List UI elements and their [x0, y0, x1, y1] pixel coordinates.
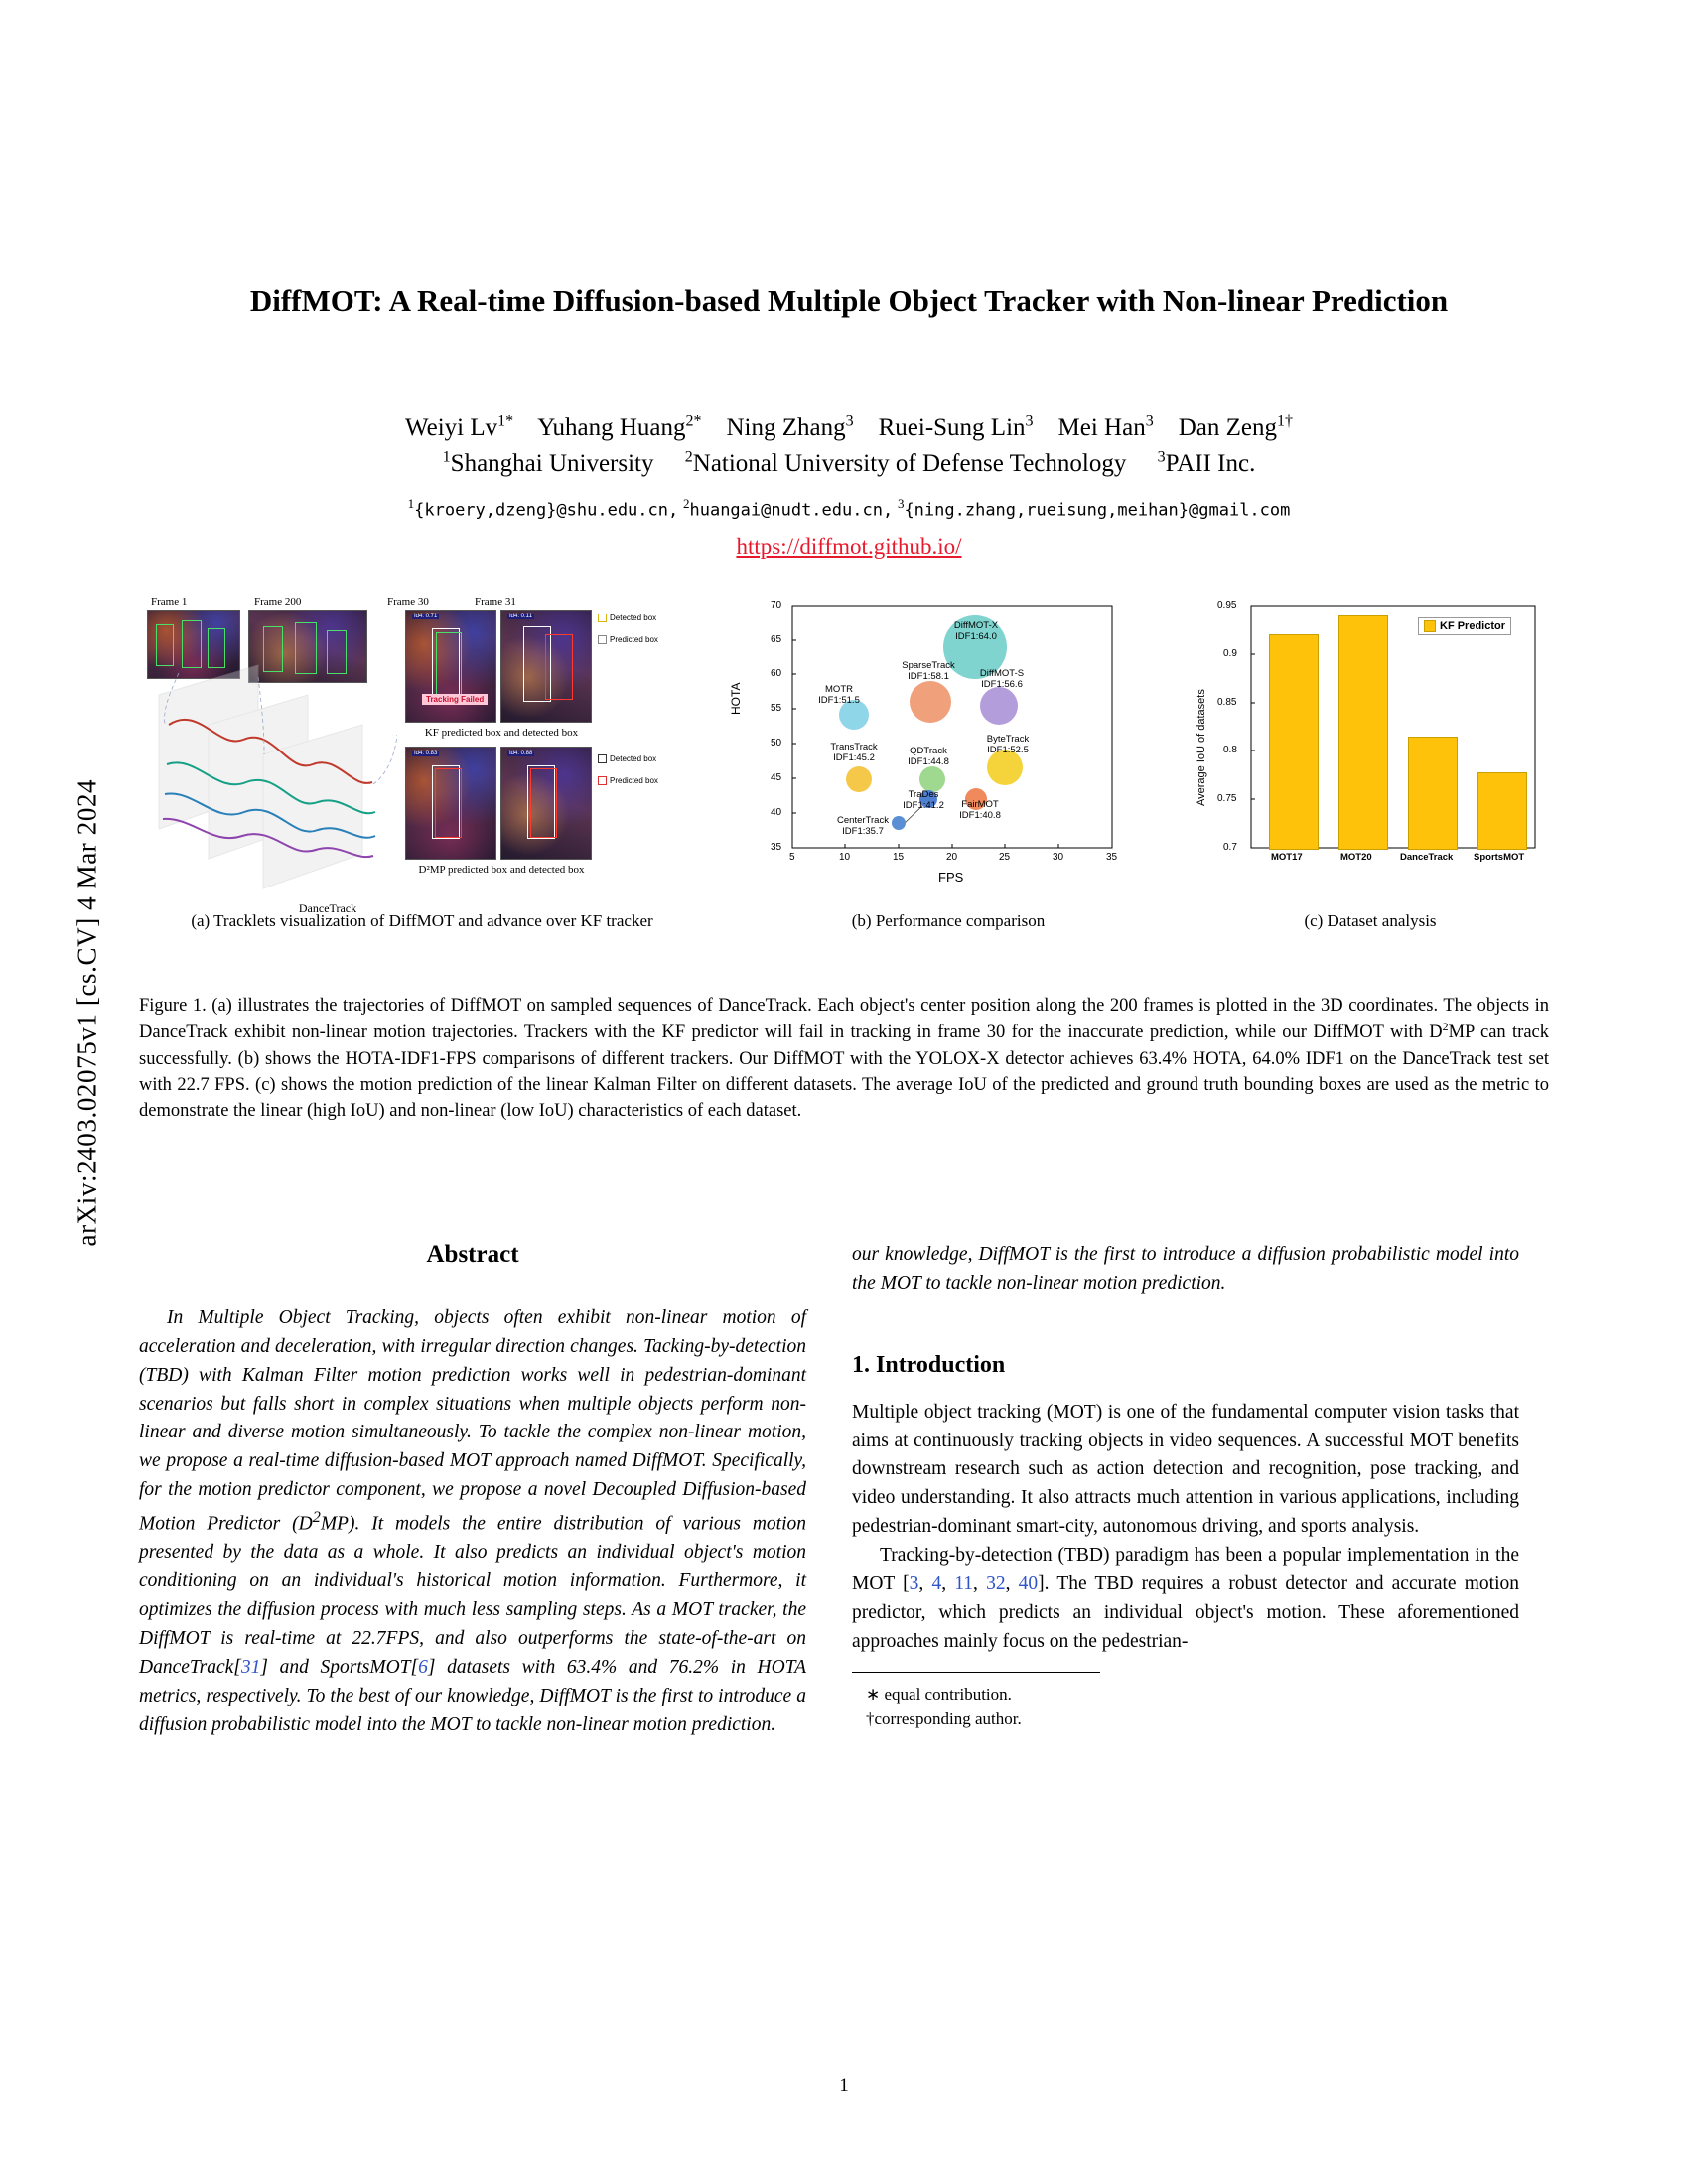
intro-p2-pre: Tracking-by-detection (TBD) paradigm has been a popular implementation in the MOT [ — [852, 1545, 1519, 1594]
b-ytick-40: 40 — [771, 807, 782, 818]
email-1: huangai@nudt.edu.cn, — [689, 500, 894, 521]
c-xtick-mot20: MOT20 — [1340, 852, 1372, 863]
legend-detected-box-top: Detected box — [598, 614, 656, 622]
c-ytick-095: 0.95 — [1217, 600, 1237, 611]
frame-31-d2mp-image — [500, 747, 592, 860]
kf-legend-swatch-icon — [1424, 620, 1436, 632]
intro-paragraph-1: Multiple object tracking (MOT) is one of the fundamental computer vision tasks that aims at continuously tracking objects in video sequences. A successful MOT benefits downstream research such as action detection and recognition, pose tracking, and video understanding. It also attracts much attention in various applications, including pedestrian-dominant smart-city, autonomous driving, and sports analysis. — [852, 1401, 1519, 1538]
abstract-paragraph: In Multiple Object Tracking, objects often exhibit non-linear motion of acceleration and deceleration, with irregular direction changes. Tacking-by-detection (TBD) with Kalman Filter motion prediction works well in pedestrian-dominant scenarios but falls short in complex situations when multiple objects perform non-linear and diverse motion simultaneously. To tackle the complex non-linear motion, we propose a real-time diffusion-based MOT approach named DiffMOT. Specifically, for the motion predictor component, we propose a novel Decoupled Diffusion-based Motion Predictor $(D^2MP)$. It models the entire distribution of various motion presented by the data as a whole. It also predicts an individual object's motion conditioning on an individual's historical motion information. Furthermore, it optimizes the diffusion process with much less sampling steps. As a MOT tracker, the DiffMOT is real-time at 22.7FPS, and also outperforms the state-of-the-art on DanceTrack[31] and SportsMOT[6] datasets with 63.4% and 76.2% in HOTA metrics, respectively. To the best of our knowledge, DiffMOT is the first to introduce a diffusion probabilistic model into the MOT to tackle non-linear motion prediction. — [139, 1307, 806, 1735]
c-xtick-mot17: MOT17 — [1271, 852, 1303, 863]
affiliation-0: $^1$Shanghai University — [442, 449, 654, 478]
figure-caption-text: (a) illustrates the trajectories of DiffMOT on sampled sequences of DanceTrack. Each object's center position along the 200 frames is plotted in the 3D coordinates. The objects in DanceTrack exhibit non-linear motion trajectories. Trackers with the KF predictor will fail in tracking in frame 30 for the inaccurate prediction, while our DiffMOT with $D^2MP$ can track successfully. (b) shows the HOTA-IDF1-FPS comparisons of different trackers. Our DiffMOT with the YOLOX-X detector achieves 63.4% HOTA, 64.0% IDF1 on the DanceTrack test set with 22.7 FPS. (c) shows the motion prediction of the linear Kalman Filter on different datasets. The average IoU of the predicted and ground truth bounding boxes are used as the metric to demonstrate the linear (high IoU) and non-linear (low IoU) characteristics of each dataset. — [139, 996, 1549, 1122]
detected-box-swatch-icon-2 — [598, 754, 607, 763]
figure-caption — [139, 993, 1549, 1124]
figure-1 — [139, 596, 1549, 953]
figure-panel-a — [139, 596, 705, 938]
page-number: 1 — [839, 2075, 849, 2096]
b-xtick-20: 20 — [946, 852, 958, 863]
frame-31-kf-image — [500, 610, 592, 723]
author-list — [159, 409, 1539, 447]
intro-p2-post: ]. The TBD requires a robust detector and accurate motion predictor, which predicts an individual object's motion. These aforementioned approaches mainly focus on the pedestrian- — [852, 1572, 1519, 1652]
tracking-failed-tag: Tracking Failed — [422, 694, 488, 705]
author-5: Dan Zeng$^{1\dagger}$ — [1178, 412, 1293, 441]
page-title — [159, 280, 1539, 323]
bubble-sparsetrack — [910, 681, 951, 723]
footnote-block — [852, 1683, 1519, 1731]
frame-label-1: Frame 1 — [151, 596, 188, 608]
legend-detected-box-bottom: Detected box — [598, 754, 656, 763]
b-ytick-55: 55 — [771, 703, 782, 714]
bubble-label-motr: MOTR IDF1:51.5 — [818, 684, 860, 706]
frame-30-d2mp-image — [405, 747, 496, 860]
b-xtick-15: 15 — [893, 852, 905, 863]
column-right — [852, 1241, 1519, 1732]
d2mp-subcaption: D²MP predicted box and detected box — [418, 864, 585, 876]
b-ytick-60: 60 — [771, 668, 782, 679]
b-xtick-10: 10 — [839, 852, 851, 863]
citation-3[interactable]: 3 — [909, 1572, 919, 1594]
bubble-label-centertrack: CenterTrack IDF1:35.7 — [837, 815, 889, 837]
legend-predicted-box-bottom: Predicted box — [598, 776, 658, 785]
b-xtick-30: 30 — [1053, 852, 1064, 863]
legend-predicted-box-top: Predicted box — [598, 635, 658, 644]
bar-mot17 — [1269, 634, 1319, 850]
citation-4[interactable]: 4 — [931, 1572, 942, 1594]
author-0: Weiyi $Lv^{1*}$ — [405, 412, 514, 441]
box-tag-3: Id4: 0.88 — [509, 751, 533, 756]
bubble-label-qdtrack: QDTrack IDF1:44.8 — [908, 746, 949, 767]
author-2: Ning Zhang$^3$ — [726, 412, 854, 441]
b-xlabel: FPS — [938, 870, 964, 885]
bubble-label-trades: TraDes IDF1:41.2 — [903, 789, 944, 811]
b-xtick-35: 35 — [1106, 852, 1118, 863]
c-xtick-dancetrack: DanceTrack — [1400, 852, 1454, 863]
project-url-link[interactable]: https://diffmot.github.io/ — [736, 534, 962, 559]
c-ytick-07: 0.7 — [1223, 842, 1237, 853]
abstract-continuation: our knowledge, DiffMOT is the first to introduce a diffusion probabilistic model into the MOT to tackle non-linear motion prediction. — [852, 1244, 1519, 1294]
frame-label-200: Frame 200 — [254, 596, 302, 608]
box-tag-2: Id4: 0.83 — [414, 751, 438, 756]
c-ytick-09: 0.9 — [1223, 648, 1237, 659]
bubble-label-diffmot-x: DiffMOT-X IDF1:64.0 — [953, 620, 999, 642]
c-xtick-sportsmot: SportsMOT — [1474, 852, 1525, 863]
b-ylabel: HOTA — [729, 682, 743, 715]
kf-predictor-legend: KF Predictor — [1418, 617, 1511, 635]
introduction-heading: 1. Introduction — [852, 1351, 1006, 1378]
kf-subcaption: KF predicted box and detected box — [424, 727, 579, 739]
b-ytick-45: 45 — [771, 772, 782, 783]
bubble-transtrack — [846, 766, 872, 792]
frame-30-kf-image — [405, 610, 496, 723]
bubble-diffmot-s — [980, 687, 1018, 725]
panel-c-caption: (c) Dataset analysis — [1304, 911, 1437, 930]
frame-label-30: Frame 30 — [387, 596, 429, 608]
c-ytick-075: 0.75 — [1217, 793, 1237, 804]
title-text: DiffMOT: A Real-time Diffusion-based Multiple Object Tracker with Non-linear Prediction — [249, 283, 1449, 318]
figure-panel-c — [1192, 596, 1549, 938]
c-ylabel: Average IoU of datasets — [1196, 689, 1207, 806]
abstract-heading: Abstract — [426, 1241, 519, 1268]
b-xtick-5: 5 — [789, 852, 795, 863]
bar-sportsmot — [1477, 772, 1527, 850]
citation-11[interactable]: 11 — [954, 1572, 974, 1594]
figure-panel-b — [729, 596, 1162, 938]
affiliation-2: $^3$PAII Inc. — [1157, 449, 1256, 478]
affiliation-1: $^2$National University of Defense Technology — [684, 449, 1127, 478]
c-ytick-085: 0.85 — [1217, 697, 1237, 708]
c-ytick-08: 0.8 — [1223, 745, 1237, 755]
bubble-label-sparsetrack: SparseTrack IDF1:58.1 — [902, 660, 955, 682]
b-ytick-50: 50 — [771, 738, 782, 749]
citation-32[interactable]: 32 — [986, 1572, 1006, 1594]
bubble-label-diffmot-s: DiffMOT-S IDF1:56.6 — [979, 668, 1025, 690]
affiliation-list — [159, 449, 1539, 478]
trajectory-3d-plot — [139, 655, 397, 903]
b-xtick-25: 25 — [999, 852, 1011, 863]
footnote-equal-contribution: ∗ equal contribution. — [866, 1685, 1012, 1705]
footnote-rule — [852, 1672, 1100, 1673]
bar-dancetrack — [1408, 737, 1458, 850]
b-ytick-65: 65 — [771, 634, 782, 645]
box-tag-1: Id4: 0.11 — [509, 614, 532, 619]
bar-mot20 — [1338, 615, 1388, 850]
bubble-label-transtrack: TransTrack IDF1:45.2 — [830, 742, 878, 763]
detected-box-swatch-icon — [598, 614, 607, 622]
figure-caption-label: Figure 1. — [139, 996, 207, 1016]
footnote-corresponding-author: †corresponding author. — [866, 1709, 1022, 1729]
bubble-label-fairmot: FairMOT IDF1:40.8 — [959, 799, 1001, 821]
box-tag-0: Id4: 0.71 — [414, 614, 438, 619]
frame-label-31: Frame 31 — [475, 596, 516, 608]
panel-a-caption: (a) Tracklets visualization of DiffMOT and advance over KF tracker — [191, 911, 653, 930]
bubble-label-bytetrack: ByteTrack IDF1:52.5 — [986, 734, 1030, 755]
predicted-box-swatch-icon — [598, 635, 607, 644]
email-line: $^1${kroery,dzeng}@shu.edu.cn, $^2$huangai@nudt.edu.cn, $^3${ning.zhang,rueisung,meihan}@gmail.com — [407, 496, 1291, 521]
email-0: {kroery,dzeng}@shu.edu.cn, — [414, 500, 679, 521]
predicted-box-swatch-icon-2 — [598, 776, 607, 785]
panel-b-caption: (b) Performance comparison — [851, 911, 1046, 930]
author-3: Ruei-Sung Lin$^3$ — [878, 412, 1034, 441]
column-left — [139, 1241, 806, 1759]
intro-paragraph-2: Tracking-by-detection (TBD) paradigm has been a popular implementation in the MOT [3, 4, 11, 32, 40]. The TBD requires a robust detector and accurate motion predictor, which predicts an individual object's motion. These aforementioned approaches mainly focus on the pedestrian- — [852, 1545, 1519, 1652]
email-2: {ning.zhang,rueisung,meihan}@gmail.com — [904, 500, 1291, 521]
citation-40[interactable]: 40 — [1018, 1572, 1039, 1594]
author-4: Mei Han$^3$ — [1057, 412, 1154, 441]
dancetrack-label: DanceTrack — [298, 901, 357, 915]
arxiv-stamp: arXiv:2403.02075v1 [cs.CV] 4 Mar 2024 — [71, 778, 102, 1247]
author-1: Yuhang Huang$^{2*}$ — [537, 412, 702, 441]
b-ytick-70: 70 — [771, 600, 782, 611]
b-ytick-35: 35 — [771, 842, 782, 853]
